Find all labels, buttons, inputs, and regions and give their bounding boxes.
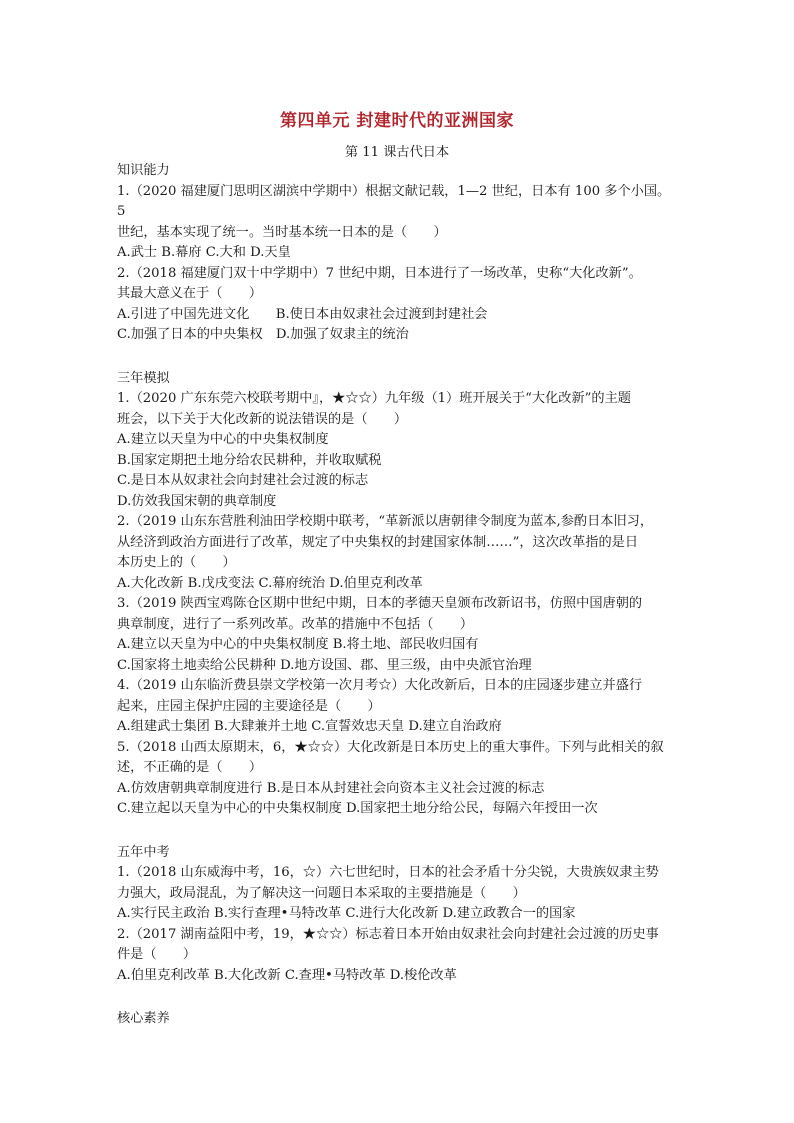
section-heading: 核心素养 — [117, 1011, 170, 1026]
question-line: 其最大意义在于（ ） — [117, 286, 263, 301]
section-gap — [117, 986, 677, 1009]
option-line: C.是日本从奴隶社会向封建社会过渡的标志 — [117, 473, 369, 488]
section-heading: 三年模拟 — [117, 370, 170, 386]
option-line: C.建立起以天皇为中心的中央集权制度 D.国家把土地分给公民，每隔六年授田一次 — [117, 801, 598, 816]
option-line: A.武士 B.幕府 C.大和 D.天皇 — [117, 245, 291, 260]
question-line: 从经济到政治方面进行了改革，规定了中央集权的封建国家体制……”，这次改革指的是日 — [117, 534, 639, 550]
page-title: 第四单元 封建时代的亚洲国家 — [280, 111, 514, 131]
question-line: 2.（2018 福建厦门双十中学期中）7 世纪中期，日本进行了一场改革，史称“大化改新”。 — [117, 265, 642, 281]
question-line: 班会，以下关于大化改新的说法错误的是（ ） — [117, 411, 408, 427]
question-line: 述，不正确的是（ ） — [117, 760, 263, 775]
option-line: A.建立以天皇为中心的中央集权制度 B.将土地、部民收归国有 — [117, 637, 479, 652]
option-line: A.仿效唐朝典章制度进行 B.是日本从封建社会向资本主义社会过渡的标志 — [117, 780, 545, 796]
option-line: A.引进了中国先进文化 B.使日本由奴隶社会过渡到封建社会 — [117, 306, 488, 322]
question-line: 典章制度，进行了一系列改革。改革的措施中不包括（ ） — [117, 616, 474, 632]
option-line: A.组建武士集团 B.大肆兼并土地 C.宣誓效忠天皇 D.建立自治政府 — [117, 719, 502, 734]
question-line: 1.（2020 广东东莞六校联考期中』，★☆☆）九年级（1）班开展关于“大化改新”的主题 — [117, 391, 631, 406]
question-line: 2.（2019 山东东营胜利油田学校期中联考，“革新派以唐朝律令制度为蓝本,参酌日本旧习， — [117, 514, 654, 529]
question-line: 力强大，政局混乱，为了解决这一问题日本采取的主要措施是（ ） — [117, 885, 526, 901]
option-line: C.加强了日本的中央集权 D.加强了奴隶主的统治 — [117, 327, 409, 342]
section-three-year-mock — [117, 369, 677, 820]
question-line: 3.（2019 陕西宝鸡陈仓区期中世纪中期，日本的孝德天皇颁布改新诏书，仿照中国唐朝的 — [117, 596, 643, 611]
section-core-literacy — [117, 1009, 677, 1030]
question-line: 世纪，基本实现了统一。当时基本统一日本的是（ ） — [117, 224, 447, 240]
question-line: 2.（2017 湖南益阳中考，19，★☆☆）标志着日本开始由奴隶社会向封建社会过渡的历史事 — [117, 926, 659, 942]
section-heading: 知识能力 — [117, 163, 170, 178]
question-line: 4.（2019 山东临沂费县崇文学校第一次月考☆）大化改新后，日本的庄园逐步建立并盛行 — [117, 678, 643, 693]
option-line: D.仿效我国宋朝的典章制度 — [117, 493, 277, 509]
lesson-subtitle: 第 11 课古代日本 — [344, 145, 450, 160]
section-gap — [117, 820, 677, 843]
document-body — [117, 161, 677, 1030]
section-gap — [117, 346, 677, 369]
option-line: A.伯里克利改革 B.大化改新 C.查理•马特改革 D.梭伦改革 — [117, 967, 457, 983]
question-line: 件是（ ） — [117, 947, 197, 962]
question-line: 本历史上的（ ） — [117, 555, 236, 570]
question-line: 起来，庄园主保护庄园的主要途径是（ ） — [117, 698, 381, 714]
question-line: 5.（2018 山西太原期末，6，★☆☆）大化改新是日本历史上的重大事件。下列与此相关的叙 — [117, 739, 664, 755]
question-line: 1.（2018 山东威海中考，16，☆）六七世纪时，日本的社会矛盾十分尖锐，大贵族奴隶主势 — [117, 865, 659, 880]
option-line: A.建立以天皇为中心的中央集权制度 — [117, 432, 329, 447]
option-line: C.国家将土地卖给公民耕种 D.地方设国、郡、里三级，由中央派官治理 — [117, 657, 532, 673]
section-heading: 五年中考 — [117, 844, 170, 860]
section-five-year-exam — [117, 843, 677, 987]
question-line: 1.（2020 福建厦门思明区湖滨中学期中）根据文献记载，1—2 世纪，日本有 100 多个小国。5 — [117, 183, 671, 219]
section-knowledge — [117, 161, 677, 346]
option-line: B.国家定期把土地分给农民耕种，并收取赋税 — [117, 452, 382, 468]
option-line: A.大化改新 B.戊戌变法 C.幕府统治 D.伯里克利改革 — [117, 575, 423, 591]
option-line: A.实行民主政治 B.实行查理•马特改革 C.进行大化改新 D.建立政教合一的国家 — [117, 906, 576, 921]
